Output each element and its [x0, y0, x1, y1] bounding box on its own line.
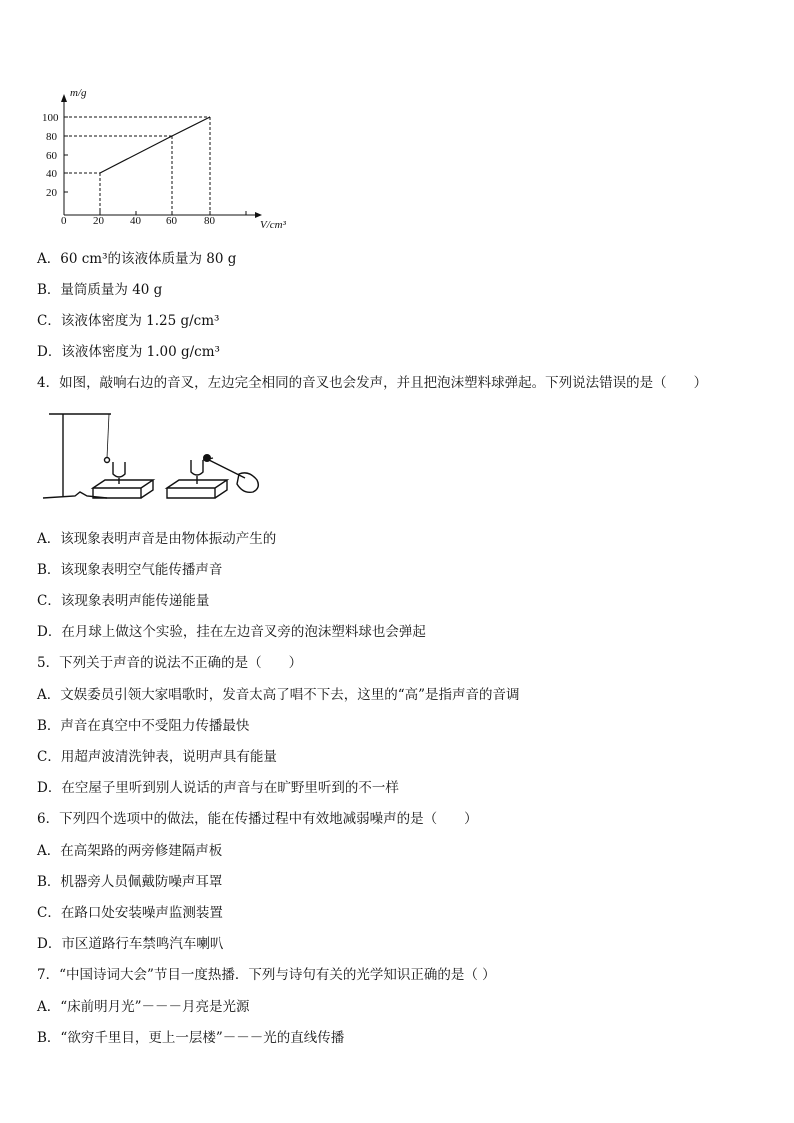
q6-option-a: A．在高架路的两旁修建隔声板 — [37, 843, 223, 859]
left-tuning-fork — [113, 462, 125, 484]
stand-base — [43, 492, 107, 498]
q7-option-b: B．“欲穷千里目，更上一层楼”－－－光的直线传播 — [37, 1030, 345, 1046]
q6-stem: 6．下列四个选项中的做法，能在传播过程中有效地减弱噪声的是（ ） — [37, 811, 478, 827]
tuning-fork-figure — [35, 400, 275, 512]
y-tick-label: 20 — [46, 187, 57, 199]
q6-option-c: C．在路口处安装噪声监测装置 — [37, 905, 223, 921]
q5-option-b: B．声音在真空中不受阻力传播最快 — [37, 718, 250, 734]
foam-ball — [105, 458, 110, 463]
dashed-guides — [64, 117, 210, 215]
y-axis-label: m/g — [70, 87, 87, 99]
left-resonator-box — [93, 480, 153, 498]
q3-option-d: D．该液体密度为 1.00 g/cm³ — [37, 344, 220, 360]
q3-option-c: C．该液体密度为 1.25 g/cm³ — [37, 313, 220, 329]
x-tick-label: 60 — [166, 215, 177, 227]
q7-option-a: A．“床前明月光”－－－月亮是光源 — [37, 999, 250, 1015]
mallet-ball — [203, 454, 211, 462]
mass-volume-line — [100, 117, 210, 173]
thread — [107, 414, 109, 458]
x-tick-label: 20 — [93, 215, 104, 227]
y-tick-label: 40 — [46, 168, 57, 180]
q6-option-d: D．市区道路行车禁鸣汽车喇叭 — [37, 936, 224, 952]
q4-stem: 4．如图，敲响右边的音叉，左边完全相同的音叉也会发声，并且把泡沫塑料球弹起。下列说法错误的是（ ） — [37, 375, 708, 391]
y-tick-label: 100 — [42, 112, 59, 124]
q5-stem: 5．下列关于声音的说法不正确的是（ ） — [37, 655, 303, 671]
x-tick-label: 0 — [61, 215, 67, 227]
q3-option-b: B．量筒质量为 40 g — [37, 282, 163, 298]
q3-option-a: A．60 cm³的该液体质量为 80 g — [37, 251, 237, 267]
x-axis-label: V/cm³ — [260, 219, 286, 230]
q4-option-b: B．该现象表明空气能传播声音 — [37, 562, 223, 578]
mass-volume-graph — [30, 80, 300, 230]
q4-option-c: C．该现象表明声能传递能量 — [37, 593, 210, 609]
q4-option-d: D．在月球上做这个实验，挂在左边音叉旁的泡沫塑料球也会弹起 — [37, 624, 426, 640]
y-axis-arrow — [61, 94, 67, 102]
q5-option-d: D．在空屋子里听到别人说话的声音与在旷野里听到的不一样 — [37, 780, 399, 796]
q4-option-a: A．该现象表明声音是由物体振动产生的 — [37, 531, 277, 547]
y-tick-label: 60 — [46, 150, 57, 162]
y-tick-label: 80 — [46, 131, 57, 143]
q7-stem: 7．“中国诗词大会”节目一度热播．下列与诗句有关的光学知识正确的是（ ） — [37, 967, 496, 983]
q5-option-c: C．用超声波清洗钟表，说明声具有能量 — [37, 749, 277, 765]
x-tick-label: 80 — [204, 215, 215, 227]
x-tick-label: 40 — [130, 215, 141, 227]
q6-option-b: B．机器旁人员佩戴防噪声耳罩 — [37, 874, 223, 890]
x-axis-arrow — [255, 212, 262, 218]
q5-option-a: A．文娱委员引领大家唱歌时，发音太高了唱不下去，这里的“高”是指声音的音调 — [37, 687, 520, 703]
